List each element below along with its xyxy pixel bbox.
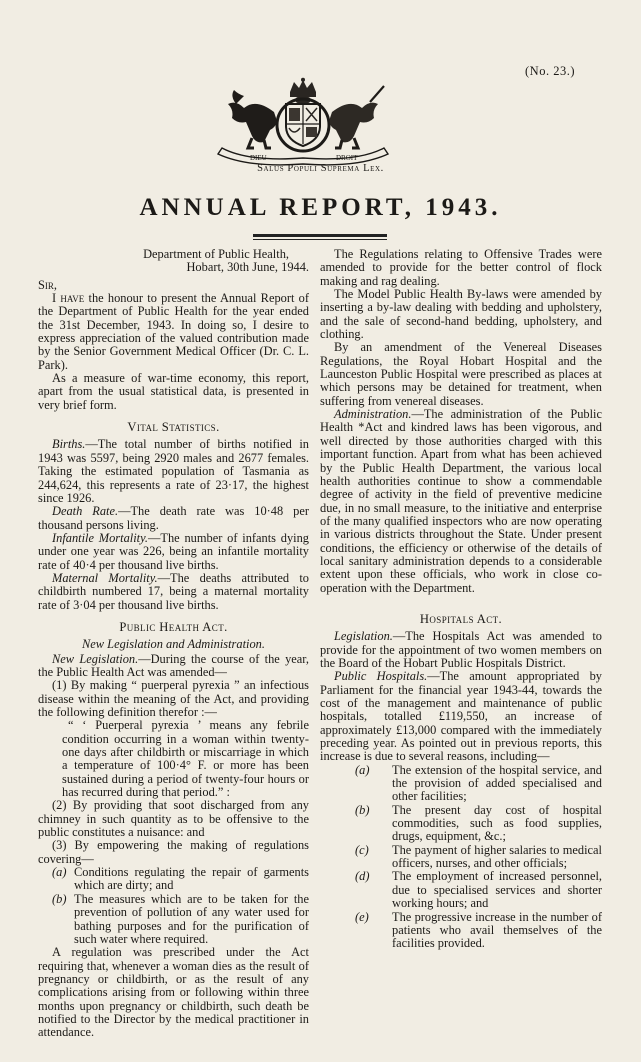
intro-paragraph bbox=[38, 292, 309, 372]
amendment-3a bbox=[38, 866, 309, 893]
by-laws-paragraph: The Model Public Health By-laws were amended by inserting a by-law dealing with bedding and upholstery, and the sale of second-hand bedding, upholstery, and clothing. bbox=[320, 287, 602, 342]
offensive-trades-paragraph: The Regulations relating to Offensive Trades were amended to provide for the better control of flock making and rag dealing. bbox=[320, 247, 602, 288]
maternal-mortality-paragraph bbox=[38, 572, 309, 612]
left-column bbox=[38, 247, 310, 1040]
venereal-diseases-paragraph: By an amendment of the Venereal Diseases Regulations, the Royal Hobart Hospital and the Launceston Public Hospital were prescribed as places at which persons may be detained for treatment, when suffering from venereal diseases. bbox=[320, 340, 602, 408]
hospitals-legislation-text: —The Hospitals Act was amended to provide for the appointment of two women members on the Board of the Hobart Public Hospitals District. bbox=[320, 629, 602, 670]
intro-text: the honour to present the Annual Report of the Department of Public Health for the year ended the 31st December, 1943. In doing so, I desire to express appreciation of the valued contribution made by the Senior Government Medical Officer (Dr. C. L. Park). bbox=[38, 291, 309, 372]
public-hospitals-text: —The amount appropriated by Parliament for the financial year 1943-44, towards the cost of the management and maintenance of public hospitals, totalled £119,550, an increase of approximately £13,000 compared with the immediately preceding year. As pointed out in previous reports, this increase is due to several reasons, including— bbox=[320, 669, 603, 764]
death-rate-label: Death Rate. bbox=[52, 504, 119, 519]
royal-coat-of-arms-icon bbox=[208, 78, 398, 162]
death-rate-paragraph bbox=[38, 505, 309, 532]
reason-e bbox=[320, 911, 602, 951]
document-number: (No. 23.) bbox=[525, 64, 575, 78]
death-rate-text: —The death rate was 10·48 per thousand persons living. bbox=[38, 504, 309, 532]
item-label: (b) bbox=[355, 802, 370, 817]
public-hospitals-paragraph bbox=[320, 670, 602, 763]
item-text: The progressive increase in the number of patients who avail themselves of the facilities provided. bbox=[392, 909, 602, 951]
infantile-mortality-paragraph bbox=[38, 532, 309, 572]
crest-motto-right: DROIT bbox=[336, 154, 358, 162]
new-legislation-label: New Legislation. bbox=[52, 651, 139, 666]
item-label: (c) bbox=[355, 842, 369, 857]
right-column bbox=[320, 248, 602, 951]
amendment-3b bbox=[38, 893, 309, 946]
address-line-1: Department of Public Health, bbox=[143, 247, 289, 261]
salutation: Sir, bbox=[38, 277, 57, 292]
hospitals-legislation-paragraph bbox=[320, 630, 602, 670]
reason-c bbox=[320, 844, 602, 871]
title-rule-thin bbox=[253, 239, 387, 240]
births-label: Births. bbox=[52, 437, 86, 452]
administration-text: —The administration of the Public Health *Act and kindred laws has been vigorous, and well directed by those authorities charged with this important function. Apart from what has been achieved by the Public Health Department, the various local health authorities continue to show a commendable degree of activity in the field of preventive medicine due, in no small measure, to the initiative and enterprise of the many qualified inspectors who are now operating in various districts throughout the State. Under present conditions, the efficiency or otherwise of the details of local sanitary administration depends to a considerable extent upon these officials, who work in close co-operation with the Department. bbox=[320, 407, 602, 595]
amendment-1: (1) By making “ puerperal pyrexia ” an infectious disease within the meaning of the Act, and providing the following definition therefor :— bbox=[38, 678, 309, 719]
infantile-mortality-label: Infantile Mortality. bbox=[52, 530, 149, 545]
item-text: Conditions regulating the repair of garments which are dirty; and bbox=[74, 865, 309, 893]
item-text: The employment of increased personnel, due to specialised services and shorter working hours; and bbox=[392, 869, 602, 911]
item-label: (d) bbox=[355, 869, 370, 884]
motto: Salus Populi Suprema Lex. bbox=[257, 163, 384, 174]
reason-d bbox=[320, 870, 602, 910]
item-label: (e) bbox=[355, 909, 369, 924]
infantile-mortality-text: —The number of infants dying under one year was 226, being an infantile mortality rate of 40·4 per thousand live births. bbox=[38, 530, 310, 572]
amendment-3: (3) By empowering the making of regulations covering— bbox=[38, 838, 309, 866]
administration-paragraph bbox=[320, 408, 602, 595]
item-text: The measures which are to be taken for the prevention of pollution of any water used for bathing purposes and for the purification of such water where required. bbox=[74, 891, 309, 946]
section-heading-hospitals-act: Hospitals Act. bbox=[419, 611, 503, 626]
section-heading-public-health-act: Public Health Act. bbox=[119, 619, 228, 634]
administration-label: Administration. bbox=[334, 407, 412, 422]
page-title: ANNUAL REPORT, 1943. bbox=[139, 194, 502, 221]
maternal-mortality-text: —The deaths attributed to childbirth numbered 17, being a maternal mortality rate of 3·04 per thousand live births. bbox=[38, 570, 309, 612]
amendment-2: (2) By providing that soot discharged from any chimney in such quantity as to be offensive to the public constitutes a nuisance: and bbox=[38, 798, 309, 840]
subsection-heading: New Legislation and Administration. bbox=[82, 637, 265, 652]
regulation-paragraph: A regulation was prescribed under the Act requiring that, whenever a woman dies as the result of pregnancy or childbirth, or as the result of any complications arising from or following within three months upon pregnancy or childbirth, such death be notified to the Director by the medical practitioner in attendance. bbox=[38, 945, 309, 1040]
maternal-mortality-label: Maternal Mortality. bbox=[52, 570, 158, 585]
puerperal-pyrexia-definition: “ ‘ Puerperal pyrexia ’ means any febrile condition occurring in a woman within twenty-one days after childbirth or miscarriage in which a temperature of 100·4° F. or more has been sustained during a period of twenty-four hours or has recurred during that period.” : bbox=[62, 718, 309, 800]
item-label: (b) bbox=[52, 891, 67, 906]
item-label: (a) bbox=[52, 865, 67, 880]
intro-lead: I have bbox=[52, 291, 85, 306]
new-legislation-paragraph bbox=[38, 653, 309, 680]
reason-b bbox=[320, 804, 602, 844]
reason-a bbox=[320, 764, 602, 804]
births-paragraph bbox=[38, 438, 309, 505]
title-rule-thick bbox=[253, 234, 387, 237]
intro-paragraph-2: As a measure of war-time economy, this report, apart from the usual statistical data, is presented in very brief form. bbox=[38, 371, 309, 412]
public-hospitals-label: Public Hospitals. bbox=[334, 669, 428, 684]
births-text: —The total number of births notified in 1943 was 5597, being 2920 males and 2677 females. Taking the estimated population of Tasmania as 244,624, this represents a rate of 23·17, the highest since 1926. bbox=[38, 437, 309, 505]
section-heading-vital-statistics: Vital Statistics. bbox=[127, 420, 220, 435]
item-text: The extension of the hospital service, and the provision of added specialised and other facilities; bbox=[392, 762, 602, 804]
item-text: The present day cost of hospital commodities, such as food supplies, drugs, equipment, &c.; bbox=[392, 802, 602, 844]
hospitals-legislation-label: Legislation. bbox=[334, 629, 393, 644]
crest-motto-left: DIEU bbox=[250, 154, 267, 162]
new-legislation-text: —During the course of the year, the Public Health Act was amended— bbox=[38, 651, 309, 679]
item-text: The payment of higher salaries to medical officers, nurses, and other officials; bbox=[392, 842, 602, 871]
address-line-2: Hobart, 30th June, 1944. bbox=[186, 260, 309, 275]
item-label: (a) bbox=[355, 762, 370, 777]
